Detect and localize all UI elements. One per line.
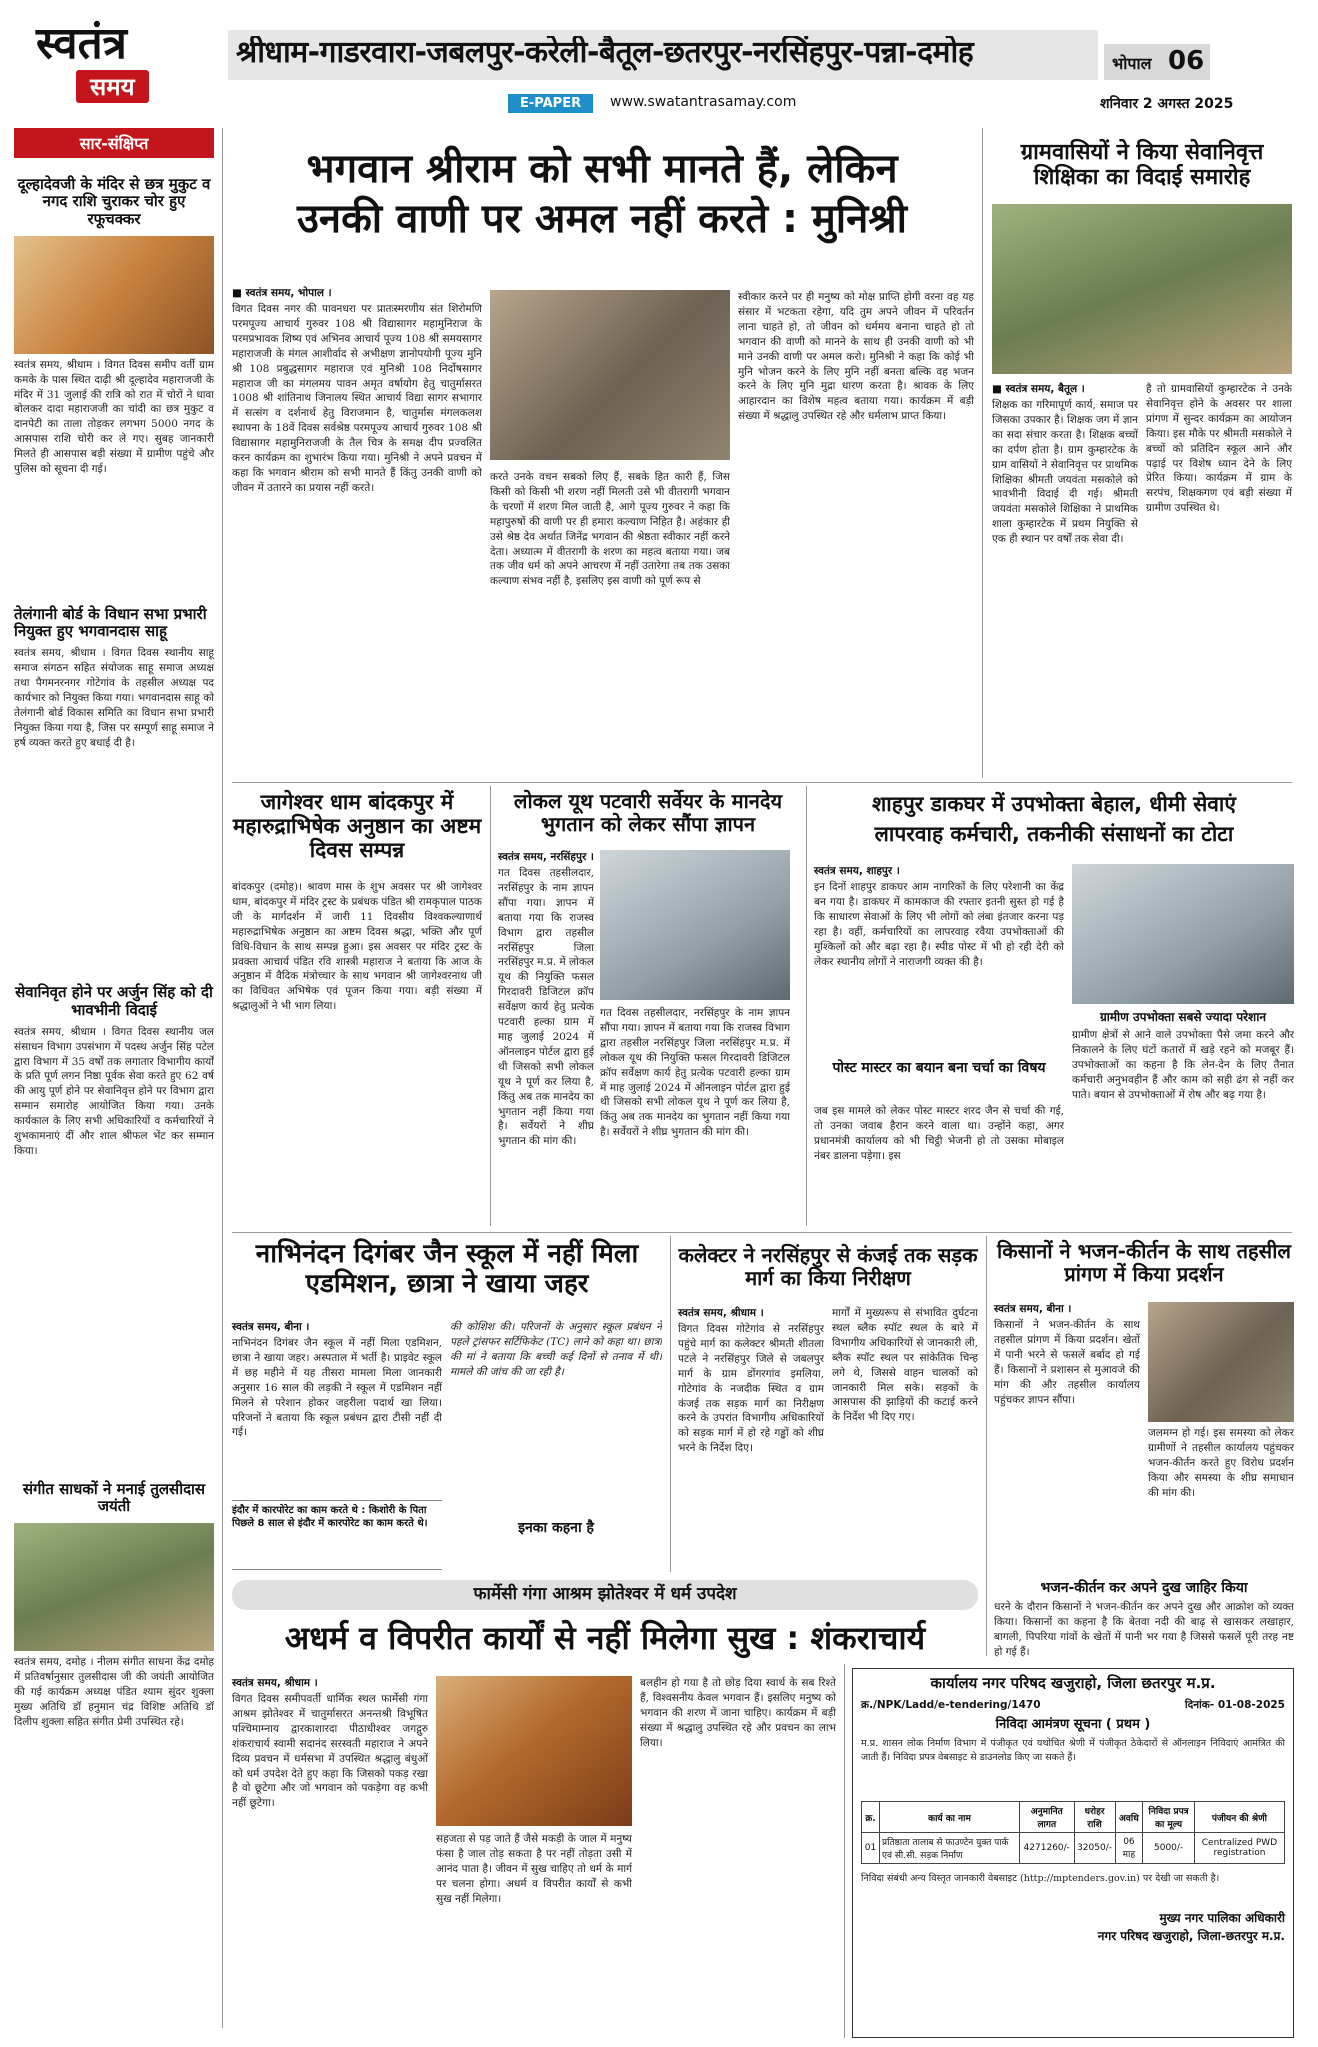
- column-divider: [982, 128, 983, 778]
- school-byline: स्वतंत्र समय, बीना ।: [232, 1321, 310, 1333]
- edition-box: [1104, 44, 1210, 80]
- collector-headline: कलेक्टर ने नरसिंहपुर से कंजई तक सड़क मार्ग का किया निरीक्षण: [678, 1243, 978, 1290]
- section-divider: [232, 1232, 1292, 1233]
- collector-body: विगत दिवस गोटेगांव से नरसिंहपुर पहुंचे मार्ग का कलेक्टर श्रीमती शीतला पटले ने नरसिंहपुर जिले से जबलपुर मार्ग के ग्राम डोंगरगांव इमलिया, गोटेगांव के नजदीक स्थित व ग्राम कंजई तक सड़क मार्ग का निरीक्षण करने के उपरांत विभागीय अधिकारियों को सड़क मार्ग में हो रहे गड्ढों को शीघ्र भरने के निर्देश दिए।: [678, 1323, 824, 1455]
- quote-title: इनका कहना है: [518, 1520, 594, 1536]
- farmers-subheadline: भजन-कीर्तन कर अपने दुख जाहिर किया: [1040, 1580, 1248, 1596]
- table-header-cell: पंजीयन की श्रेणी: [1194, 1802, 1284, 1833]
- farmers-byline: स्वतंत्र समय, बीना ।: [994, 1303, 1072, 1315]
- issue-date: शनिवार 2 अगस्त 2025: [1100, 96, 1234, 112]
- farewell-headline: ग्रामवासियों ने किया सेवानिवृत्त शिक्षिका का विदाई समारोह: [1020, 140, 1264, 191]
- collector-byline: स्वतंत्र समय, श्रीधाम ।: [678, 1307, 764, 1319]
- column-divider: [844, 1664, 845, 2038]
- shankaracharya-column-3: बलहीन हो गया है तो छोड़ दिया स्वार्थ के सब रिश्ते हैं, विश्वसनीय केवल भगवान हैं। इसलिए मनुष्य को भगवान की शरण में जाना चाहिए। कार्यक्रम में बड़ी संख्या में श्रद्धालु उपस्थित रहे और प्रवचन का लाभ लिया।: [640, 1677, 836, 1749]
- column-divider: [986, 1236, 987, 1656]
- postoffice-byline: स्वतंत्र समय, शाहपुर ।: [814, 865, 900, 877]
- jageshwar-headline: जागेश्वर धाम बांदकपुर में महारुद्राभिषेक अनुष्ठान का अष्टम दिवस सम्पन्न: [232, 790, 482, 863]
- tender-signatory-office: नगर परिषद खजुराहो, जिला-छतरपुर म.प्र.: [1097, 1928, 1285, 1943]
- farewell-column-2: है तो ग्रामवासियों कुम्हारटेक ने उनके सेवानिवृत्त होने के अवसर पर शाला प्रांगण में सुन्दर कार्यक्रम का आयोजन किया। इस मौके पर श्रीमती मसकोले ने बच्चों को प्रतिदिन स्कूल आने और पढ़ाई पर विशेष ध्यान देने के लिए प्रेरित किया। कार्यक्रम में ग्राम के सरपंच, शिक्षकगण एवं बड़ी संख्या में ग्रामीण उपस्थित थे।: [1146, 383, 1292, 515]
- story-body: स्वतंत्र समय, श्रीधाम । विगत दिवस स्थानीय साहू समाज संगठन सहित संयोजक साहू समाज अध्यक्ष तथा पैगमनरनगर गोटेगांव के तहसील अध्यक्ष पद कार्यभार को नियुक्त किया गया। भगवानदास साहू को तेलंगानी बोर्ड विकास समिति का विधान सभा प्रभारी नियुक्त किया गया है, जिस पर सम्पूर्ण साहू समाज ने हर्ष व्यक्त करते हुए बधाई दी है।: [14, 647, 214, 749]
- lead-column-2: करते उनके वचन सबको लिए हैं, सबके हित कारी हैं, जिस किसी को किसी भी शरण नहीं मिलती उसे भी वीतरागी भगवान के चरणों में शरण मिल जाती है, आगे पूज्य गुरुवर ने कहा कि महापुरुषों की वाणी पर ही हमारा कल्याण निहित है। अहंकार ही उसे श्रेष्ठ देव अर्थात जिनेंद्र भगवान की श्रेष्ठता स्वीकार नहीं करने देता। अध्यात्म में वीतरागी के शरण का महत्व बताया गया। जब तक जीव धर्म को अपने आचरण में नहीं उतारेगा तब तक उसका कल्याण संभव नहीं है, इसलिए इस वाणी को पूर्ण रूप से: [490, 471, 730, 588]
- column-divider: [222, 128, 223, 2028]
- tender-notice: [852, 1668, 1294, 2038]
- column-divider: [490, 786, 491, 1226]
- farewell-photo: [992, 204, 1292, 374]
- tender-heading: निविदा आमंत्रण सूचना ( प्रथम ): [995, 1717, 1151, 1733]
- tender-note: निविदा संबंधी अन्य विस्तृत जानकारी वेबसाइट (http://mptenders.gov.in) पर देखी जा सकती है।: [861, 1873, 1220, 1885]
- postoffice-body: इन दिनों शाहपुर डाकघर आम नागरिकों के लिए परेशानी का केंद्र बन गया है। डाकघर में कामकाज की रफ्तार इतनी सुस्त हो गई है कि साधारण सेवाओं के लिए भी लोगों को लंबा इंतजार करना पड़ रहा है। वहीं, कर्मचारियों का लापरवाह रवैया उपभोक्ताओं की मुश्किलों को और बढ़ा रहा है। स्पीड पोस्ट में भी हो रही देरी को लेकर स्थानीय लोगों ने नाराजगी व्यक्त की है।: [814, 881, 1064, 968]
- table-header-cell: धरोहर राशि: [1074, 1802, 1115, 1833]
- column-divider: [806, 786, 807, 1226]
- tender-intro: म.प्र. शासन लोक निर्माण विभाग में पंजीकृत एवं यथोचित श्रेणी में पंजीकृत ठेकेदारों से ऑनलाइन निविदाएं आमंत्रित की जाती हैं। निविदा प्रपत्र वेबसाइट से डाउनलोड किए जा सकते हैं।: [861, 1738, 1285, 1763]
- tender-ref-date: दिनांक- 01-08-2025: [1184, 1699, 1285, 1712]
- jageshwar-body: बांदकपुर (दमोह)। श्रावण मास के शुभ अवसर पर श्री जागेश्वर धाम, बांदकपुर में मंदिर ट्रस्ट के प्रबंधक पंडित श्री रामकृपाल पाठक जी के मार्गदर्शन में जारी 11 दिवसीय विश्वकल्याणार्थ महारुद्राभिषेक अनुष्ठान का अष्टम दिवस श्रद्धा, भक्ति और पूर्ण विधि-विधान के साथ सम्पन्न हुआ। इस अवसर पर मंदिर ट्रस्ट के प्रवक्ता आचार्य पंडित रवि शास्त्री महाराज ने बताया कि आज के अनुष्ठान में वैदिक मंत्रोच्चार के साथ भगवान श्री जागेश्वरनाथ जी का विधिवत अभिषेक एवं पूजन किया गया। बड़ी संख्या में श्रद्धालुओं ने भी भाग लिया।: [232, 881, 482, 1013]
- logo-bottom: समय: [76, 70, 149, 103]
- table-header-cell: अवधि: [1115, 1802, 1143, 1833]
- table-cell: 4271260/-: [1020, 1833, 1075, 1864]
- story-body: स्वतंत्र समय, दमोह । नीलम संगीत साधना केंद्र दमोह में प्रतिवर्षानुसार तुलसीदास जी की जयंती आयोजित की गई कार्यक्रम अध्यक्ष पंडित श्याम सुंदर शुक्ला मुख्य अतिथि डॉ हनुमान चंद्र विशिष्ट अतिथि डॉ दिलीप शुक्ला सहित संगीत प्रेमी उपस्थित रहे।: [14, 1656, 214, 1728]
- tender-table: [861, 1801, 1285, 1864]
- masthead: [0, 0, 1318, 112]
- website[interactable]: www.swatantrasamay.com: [610, 94, 797, 110]
- farewell-column-1: शिक्षक का गरिमापूर्ण कार्य, समाज पर जिसका उपकार है। शिक्षक जग में ज्ञान का सदा संचार करता है। शिक्षक बच्चों का दर्पण होता है। ग्राम कुम्हारटेक के ग्राम वासियों ने सेवानिवृत्त पर प्राथमिक शिक्षिका श्रीमती जयवंता मसकोले को भावभीनी विदाई दी गई। श्रीमती जयवंता मसकोले शिक्षिका ने प्राथमिक शाला कुम्हारटेक में प्रथम नियुक्ति से एक ही स्थान पर वर्षों तक सेवा दी।: [992, 399, 1138, 546]
- shankaracharya-headline: अधर्म व विपरीत कार्यों से नहीं मिलेगा सुख : शंकराचार्य: [284, 1619, 926, 1657]
- story-headline: संगीत साधकों ने मनाई तुलसीदास जयंती: [22, 1479, 206, 1515]
- postoffice-subheadline: पोस्ट मास्टर का बयान बना चर्चा का विषय: [832, 1060, 1046, 1076]
- pharmacy-banner: [232, 1580, 978, 1610]
- postoffice-headline: शाहपुर डाकघर में उपभोक्ता बेहाल, धीमी सेवाएं: [872, 792, 1236, 816]
- edition-name: भोपाल: [1112, 54, 1152, 73]
- patwari-byline: स्वतंत्र समय, नरसिंहपुर ।: [498, 851, 594, 863]
- postoffice-sub-body: जब इस मामले को लेकर पोस्ट मास्टर शरद जैन से चर्चा की गई, तो उनका जवाब हैरान करने वाला था। उन्होंने कहा, अगर प्रधानमंत्री कार्यालय को भी चिट्ठी भेजनी हो तो उसका मोबाइल नंबर डालना पड़ेगा। इस: [814, 1105, 1064, 1162]
- table-header-cell: क्र.: [862, 1802, 880, 1833]
- lead-byline: ■ स्वतंत्र समय, भोपाल ।: [232, 287, 332, 299]
- table-cell: 06 माह: [1115, 1833, 1143, 1864]
- students-photo: [14, 1523, 214, 1651]
- farmers-headline: किसानों ने भजन-कीर्तन के साथ तहसील प्रांगण में किया प्रदर्शन: [997, 1239, 1291, 1286]
- patwari-headline: लोकल यूथ पटवारी सर्वेयर के मानदेय भुगतान को लेकर सौंपा ज्ञापन: [513, 789, 783, 836]
- story-headline: सेवानिवृत होने पर अर्जुन सिंह को दी भावभीनी विदाई: [15, 983, 213, 1019]
- farewell-byline: ■ स्वतंत्र समय, बैतूल ।: [992, 383, 1085, 395]
- cities-line: श्रीधाम-गाडरवारा-जबलपुर-करेली-बैतूल-छतरपुर-नरसिंहपुर-पन्ना-दमोह: [236, 36, 974, 70]
- logo-top: स्वतंत्र: [36, 18, 127, 69]
- table-header-cell: निविदा प्रपत्र का मूल्य: [1143, 1802, 1195, 1833]
- pharmacy-headline: फार्मेसी गंगा आश्रम झोतेश्वर में धर्म उपदेश: [473, 1584, 737, 1604]
- tender-office-title: कार्यालय नगर परिषद खजुराहो, जिला छतरपुर म.प्र.: [930, 1674, 1216, 1692]
- lead-column-3: स्वीकार करने पर ही मनुष्य को मोक्ष प्राप्ति होगी वरना वह यह संसार में भटकता रहेगा, यदि तुम अपने जीवन में परिवर्तन लाना चाहते हो, तो जीवन को धर्ममय बनाना चाहते हो तो भगवान की वाणी को मानने के साथ ही उनकी वाणी को भी माने उनकी वाणी पर अमल करो। मुनिश्री ने कहा कि कोई भी मुनि भोजन करने के लिए मुनि नहीं बनता बल्कि वह भजन करने के लिए मुनि मुद्रा धारण करता है। श्रावक के लिए आहारदान का विशेष महत्व बताया गया। कार्यक्रम में बड़ी संख्या में श्रद्धालु उपस्थित रहे और धर्मलाभ प्राप्त किया।: [738, 291, 974, 423]
- collector-column-2: मार्गों में मुख्यरूप से संभावित दुर्घटना स्थल ब्लैक स्पॉट स्थल के बारे में विभागीय अधिकारियों से जानकारी ली, ब्लैक स्पॉट स्थल पर सांकेतिक चिन्ह लगे थे, जिससे वाहन चालकों को जानकारी मिल सके। सड़कों के आसपास की झाड़ियों की कटाई करने के निर्देश भी दिए गए।: [832, 1307, 978, 1424]
- table-cell: 01: [862, 1833, 880, 1864]
- epaper-tag: E-PAPER: [508, 94, 593, 113]
- sidebar: [14, 128, 214, 2047]
- table-cell: Centralized PWD registration: [1194, 1833, 1284, 1864]
- tender-ref-no: क्र./NPK/Ladd/e-tendering/1470: [861, 1699, 1041, 1712]
- patwari-body: गत दिवस तहसीलदार, नरसिंहपुर के नाम ज्ञापन सौंपा गया। ज्ञापन में बताया गया कि राजस्व विभाग द्वारा तहसील नरसिंहपुर जिला नरसिंहपुर म.प्र. में लोकल यूथ की नियुक्ति फसल गिरदावरी डिजिटल क्रॉप सर्वेक्षण कार्य हेतु प्रत्येक पटवारी हल्का ग्राम में माह जुलाई 2024 में ऑनलाइन पोर्टल द्वारा हुई थी जिसको सभी लोकल यूथ ने पूर्ण कर लिया है, किंतु अब तक मानदेय का भुगतान नहीं किया गया है। सर्वेयरों ने शीघ्र भुगतान की मांग की।: [498, 867, 594, 1148]
- table-header-cell: अनुमानित लागत: [1020, 1802, 1075, 1833]
- memorandum-photo: [600, 850, 790, 1000]
- postoffice-photo-caption: ग्रामीण उपभोक्ता सबसे ज्यादा परेशान: [1099, 1010, 1266, 1024]
- school-side-note: [232, 1500, 442, 1570]
- farmers-sub-body: धरने के दौरान किसानों ने भजन-कीर्तन कर अपने दुख और आक्रोश को व्यक्त किया। किसानों का कहना है कि बेतवा नदी की बाढ़ से खासकर लखाहार, बागली, पिपरिया गांवों के खेतों में पानी भर गया है जिससे फसलें पूरी तरह नष्ट हो गई हैं।: [994, 1601, 1294, 1658]
- school-headline: नाभिनंदन दिगंबर जैन स्कूल में नहीं मिला एडमिशन, छात्रा ने खाया जहर: [255, 1239, 639, 1299]
- table-cell: 5000/-: [1143, 1833, 1195, 1864]
- postoffice-photo: [1072, 864, 1294, 1004]
- shankaracharya-column-2: सहजता से पड़ जाते हैं जैसे मकड़ी के जाल में मनुष्य फंसा है जाल तोड़ सकता है पर नहीं तोड़ता उसी में आनंद पाता है। जीवन में सुख चाहिए तो धर्म के मार्ग पर चलना होगा। अधर्म व विपरीत कार्यों से कभी सुख नहीं मिलेगा।: [436, 1833, 632, 1905]
- tender-table-header: [862, 1802, 1285, 1833]
- table-row: [862, 1833, 1285, 1864]
- logo: [36, 18, 186, 102]
- tender-signatory: मुख्य नगर पालिका अधिकारी: [1159, 1911, 1285, 1926]
- school-column-2: की कोशिश की। परिजनों के अनुसार स्कूल प्रबंधन ने पहले ट्रांसफर सर्टिफिकेट (TC) लाने को कहा था। छात्रा की मां ने बताया कि बच्ची कई दिनों से तनाव में थी। मामले की जांच की जा रही है।: [450, 1321, 662, 1378]
- table-cell: प्रतिष्ठाता तालाब से फाउण्टेन युक्त पार्क एवं सी.सी. सड़क निर्माण: [880, 1833, 1020, 1864]
- shankaracharya-body: विगत दिवस समीपवर्ती धार्मिक स्थल फार्मेसी गंगा आश्रम झोतेश्वर में चातुर्मासरत अनन्तश्री विभूषित पश्चिमाम्नाय द्वारकाशारदा पीठाधीश्वर जगद्गुरु शंकराचार्य स्वामी सदानंद सरस्वती महाराज ने अपने दिव्य प्रवचन में धर्मसभा में उपस्थित श्रद्धालु बंधुओं को धर्म उपदेश देते हुए कहा कि जिसको पकड़ रखा है वो छूटेगा और जो भगवान को पकड़ेगा वह कभी नहीं छूटेगा।: [232, 1693, 428, 1810]
- farmers-body: किसानों ने भजन-कीर्तन के साथ तहसील प्रांगण में किया प्रदर्शन। खेतों में पानी भरने से फसलें बर्बाद हो गई हैं। किसानों ने प्रशासन से मुआवजे की मांग की और तहसील कार्यालय पहुंचकर ज्ञापन सौंपा।: [994, 1319, 1140, 1406]
- sidebar-title: सार-संक्षिप्त: [14, 128, 214, 158]
- page-number: 06: [1168, 46, 1205, 76]
- shankaracharya-byline: स्वतंत्र समय, श्रीधाम ।: [232, 1677, 318, 1689]
- farmers-column-2: जलमग्न हो गई। इस समस्या को लेकर ग्रामीणों ने तहसील कार्यालय पहुंचकर भजन-कीर्तन करते हुए विरोध प्रदर्शन किया और समस्या के शीघ्र समाधान की मांग की।: [1148, 1427, 1294, 1499]
- school-note-text: इंदौर में कारपोरेट का काम करते थे : किशोरी के पिता पिछले 8 साल से इंदौर में कारपोरेट का काम करते थे।: [232, 1505, 428, 1529]
- shankaracharya-photo: [436, 1676, 632, 1826]
- story-headline: दूल्हादेवजी के मंदिर से छत्र मुकुट व नगद राशि चुराकर चोर हुए रफूचक्कर: [17, 175, 211, 228]
- section-divider: [232, 782, 1292, 783]
- patwari-body-continued: गत दिवस तहसीलदार, नरसिंहपुर के नाम ज्ञापन सौंपा गया। ज्ञापन में बताया गया कि राजस्व विभाग द्वारा तहसील नरसिंहपुर जिला नरसिंहपुर म.प्र. में लोकल यूथ की नियुक्ति फसल गिरदावरी डिजिटल क्रॉप सर्वेक्षण कार्य हेतु प्रत्येक पटवारी हल्का ग्राम में माह जुलाई 2024 में ऑनलाइन पोर्टल द्वारा हुई थी जिसको सभी लोकल यूथ ने पूर्ण कर लिया है, किंतु अब तक मानदेय का भुगतान नहीं किया गया है। सर्वेयरों ने शीघ्र भुगतान की मांग की।: [600, 1007, 790, 1139]
- farmers-photo: [1148, 1302, 1294, 1422]
- column-divider: [670, 1236, 671, 1572]
- lead-headline: भगवान श्रीराम को सभी मानते हैं, लेकिन: [306, 146, 898, 192]
- postoffice-headline: लापरवाह कर्मचारी, तकनीकी संसाधनों का टोटा: [874, 822, 1234, 846]
- postoffice-side-body: ग्रामीण क्षेत्रों से आने वाले उपभोक्ता पैसे जमा करने और निकालने के लिए घंटों कतारों में खड़े रहने को मजबूर हैं। उपभोक्ताओं का कहना है कि लेन-देन के लिए तैनात कर्मचारी अनुभवहीन हैं और काम को सही ढंग से नहीं कर पाते। बयान से उपभोक्ताओं में रोष और बढ़ गया है।: [1072, 1029, 1294, 1101]
- story-body: स्वतंत्र समय, श्रीधाम । विगत दिवस समीप वर्ती ग्राम कमके के पास स्थित दाढ़ी श्री दूल्हादेव महाराजजी के मंदिर में 31 जुलाई की रात्रि को रात में चोरों ने धावा बोलकर दादा महाराजजी का चांदी का छत्र मुकुट व दानपेटी का ताला तोड़कर लगभग 5000 नगद के आसपास राशि चोरी कर ले गए। सुबह जानकारी मिलते ही आसपास बड़ी संख्या में ग्रामीण पहुंचे और पुलिस को सूचना दी गई।: [14, 358, 214, 476]
- table-cell: 32050/-: [1074, 1833, 1115, 1864]
- lead-column-1: विगत दिवस नगर की पावनधरा पर प्रातःस्मरणीय संत शिरोमणि परमपूज्य आचार्य गुरुवर 108 श्री विद्यासागर महामुनिराज के परमप्रभावक शिष्य एवं अभिनव आचार्य पूज्य 108 श्री समयसागर महाराजजी के मंगल आशीर्वाद से अभीक्षण ज्ञानोपयोगी पूज्य मुनि श्री 108 प्रबुद्धसागर महाराज एवं मुनिश्री 108 निर्दोषसागर महाराज जी का मंगलमय पावन अमृत वर्षायोग हेतु चातुर्मासरत 1008 श्री शांतिनाथ जिनालय स्थित आचार्य विद्या सागर सभागार में सत्संग व दर्शनार्थ हेतु विराजमान है, चातुर्मास मंगलकलश स्थापना के 18वें दिवस सर्वश्रेष्ठ परमपूज्य आचार्य गुरुवर 108 श्री विद्यासागर महामुनिराजजी के तैल चित्र के समक्ष दीप प्रज्वलित करन कार्यक्रम का शुभारंभ किया गया। मुनिश्री ने अपने प्रवचन में कहा कि भगवान श्रीराम को सभी मानते हैं किंतु उनकी वाणी को जीवन में उतारने का प्रयास नहीं करते।: [232, 303, 482, 494]
- school-body: नाभिनंदन दिगंबर जैन स्कूल में नहीं मिला एडमिशन, छात्रा ने खाया जहर। अस्पताल में भर्ती है। प्राइवेट स्कूल में छह महीने में यह तीसरा मामला मिला जानकारी अनुसार 16 साल की लड़की ने स्कूल में एडमिशन नहीं मिलने से परेशान होकर जहरीला पदार्थ खा लिया। परिजनों ने बताया कि स्कूल प्रबंधन द्वारा टीसी नहीं दी गई।: [232, 1337, 442, 1439]
- lead-headline: उनकी वाणी पर अमल नहीं करते : मुनिश्री: [296, 196, 908, 242]
- muni-photo: [490, 290, 730, 460]
- temple-photo: [14, 236, 214, 354]
- table-header-cell: कार्य का नाम: [880, 1802, 1020, 1833]
- story-body: स्वतंत्र समय, श्रीधाम । विगत दिवस स्थानीय जल संसाधन विभाग उपसंभाग में पदस्थ अर्जुन सिंह पटेल द्वारा विभाग में 35 वर्षों तक लगातार विभागीय कार्यों के प्रति पूर्ण लगन निष्ठा पूर्वक सेवा करते हुए 62 वर्ष की आयु पूर्ण होने पर सेवानिवृत्त होने पर विभाग द्वारा सम्मान समारोह आयोजित किया गया। उनके कार्यकाल के लिए सभी अधिकारियों व कर्मचारियों ने शुभकामनाएं दीं और शाल श्रीफल भेंट कर सम्मान किया।: [14, 1025, 214, 1157]
- story-headline: तेलंगानी बोर्ड के विधान सभा प्रभारी नियुक्त हुए भगवानदास साहू: [14, 604, 207, 640]
